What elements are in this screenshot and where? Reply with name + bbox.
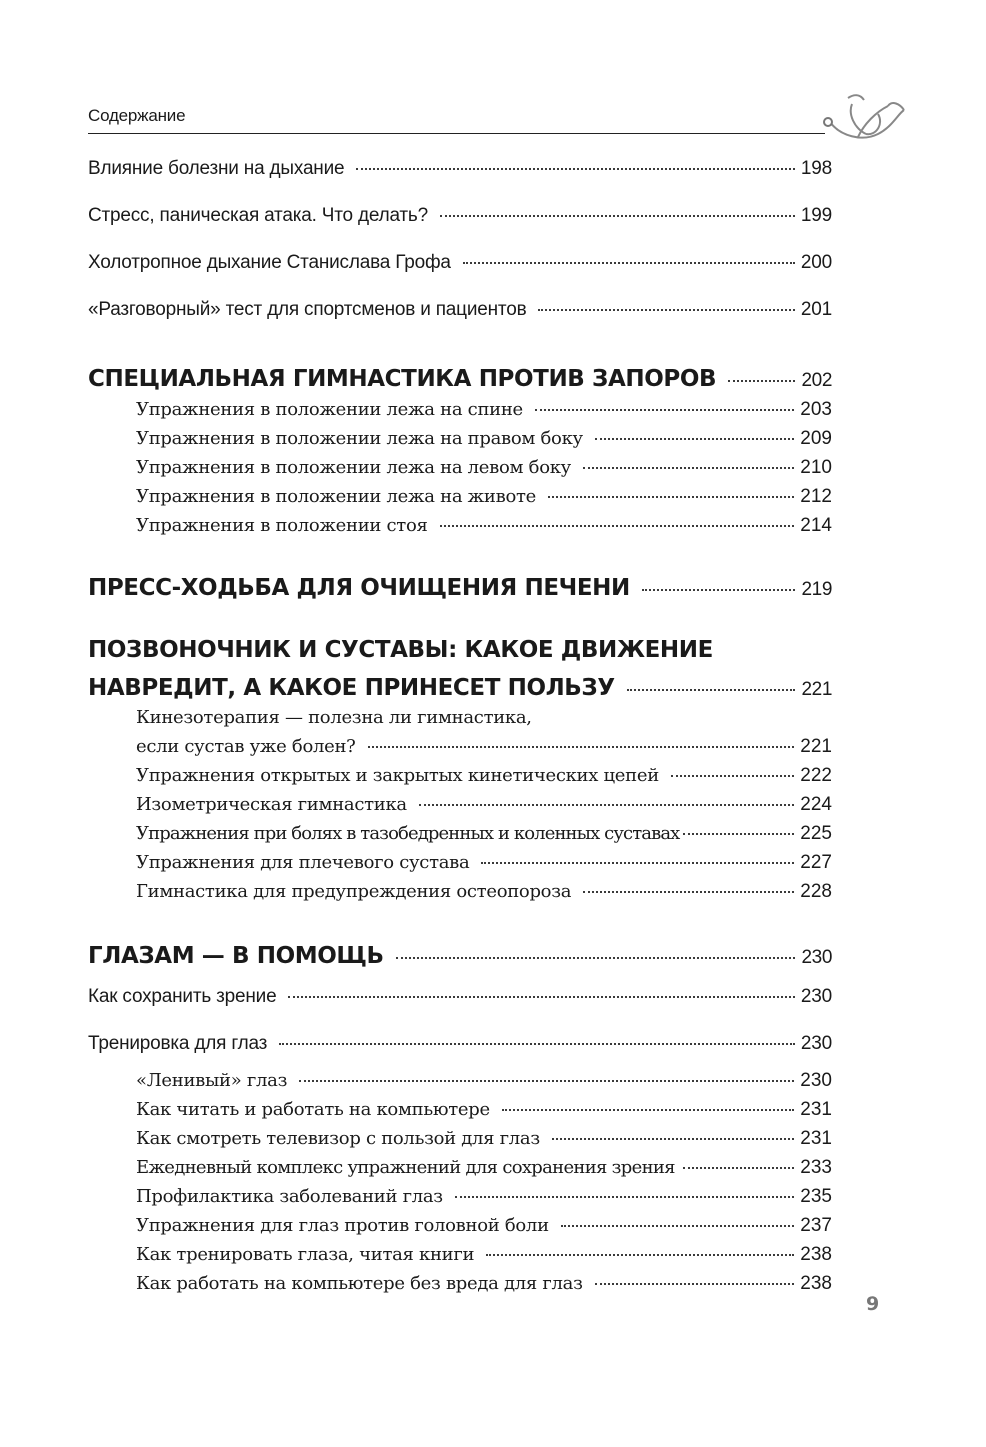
toc-subentry[interactable] bbox=[136, 428, 832, 450]
dot-leader bbox=[299, 1080, 794, 1082]
toc-entry-page: 210 bbox=[800, 457, 832, 478]
dot-leader bbox=[627, 689, 796, 691]
dot-leader bbox=[463, 262, 795, 264]
dot-leader bbox=[288, 996, 794, 998]
toc-subentry[interactable] bbox=[136, 1070, 832, 1092]
toc-entry-title: Упражнения для плечевого сустава bbox=[136, 852, 470, 873]
toc-entry[interactable] bbox=[88, 205, 832, 227]
toc-subentry[interactable] bbox=[136, 457, 832, 479]
toc-entry-page: 221 bbox=[801, 679, 832, 700]
toc-entry-title: Упражнения в положении лежа на правом боку bbox=[136, 428, 583, 449]
toc-section-title-line2: НАВРЕДИТ, А КАКОЕ ПРИНЕСЕТ ПОЛЬЗУ bbox=[88, 675, 615, 701]
dot-leader bbox=[683, 1167, 794, 1169]
toc-entry[interactable] bbox=[88, 158, 832, 180]
toc-entry-page: 230 bbox=[800, 1033, 832, 1054]
toc-entry-page: 235 bbox=[800, 1186, 832, 1207]
toc-entry-title: Гимнастика для предупреждения остеопороза bbox=[136, 881, 572, 902]
toc-entry-page: 214 bbox=[800, 515, 832, 536]
dot-leader bbox=[279, 1043, 795, 1045]
toc-entry-page: 238 bbox=[800, 1273, 832, 1294]
toc-entry-page: 233 bbox=[800, 1157, 832, 1178]
toc-subentry[interactable] bbox=[136, 1186, 832, 1208]
toc-subentry[interactable] bbox=[136, 1128, 832, 1150]
toc-entry-page: 231 bbox=[800, 1099, 832, 1120]
toc-entry-title: Стресс, паническая атака. Что делать? bbox=[88, 205, 428, 226]
toc-entry-page: 230 bbox=[801, 947, 832, 968]
toc-subentry[interactable] bbox=[136, 736, 832, 758]
dot-leader bbox=[502, 1109, 794, 1111]
toc-entry-title: Упражнения открытых и закрытых кинетических цепей bbox=[136, 765, 659, 786]
toc-subentry[interactable] bbox=[136, 1244, 832, 1266]
toc-entry-page: 230 bbox=[800, 986, 832, 1007]
toc-subentry[interactable] bbox=[136, 515, 832, 537]
toc-entry-page: 230 bbox=[800, 1070, 832, 1091]
toc-subentry[interactable] bbox=[136, 823, 832, 845]
toc-subentry[interactable] bbox=[136, 486, 832, 508]
dot-leader bbox=[683, 833, 794, 835]
toc-entry-title: Упражнения для глаз против головной боли bbox=[136, 1215, 549, 1236]
toc-entry-title: Как работать на компьютере без вреда для глаз bbox=[136, 1273, 583, 1294]
toc-section-title-line1: ПОЗВОНОЧНИК И СУСТАВЫ: КАКОЕ ДВИЖЕНИЕ bbox=[88, 637, 713, 663]
dot-leader bbox=[535, 409, 794, 411]
dot-leader bbox=[396, 957, 796, 959]
dot-leader bbox=[548, 496, 794, 498]
toc-entry-title: Как читать и работать на компьютере bbox=[136, 1099, 490, 1120]
dot-leader bbox=[440, 215, 795, 217]
dot-leader bbox=[642, 589, 796, 591]
toc-entry-page: 225 bbox=[800, 823, 832, 844]
toc-entry-page: 221 bbox=[800, 736, 832, 757]
toc-section-heading[interactable] bbox=[88, 943, 832, 969]
toc-entry-page: 224 bbox=[800, 794, 832, 815]
toc-section-title: СПЕЦИАЛЬНАЯ ГИМНАСТИКА ПРОТИВ ЗАПОРОВ bbox=[88, 366, 717, 392]
toc-section-heading[interactable] bbox=[88, 575, 832, 601]
dot-leader bbox=[419, 804, 794, 806]
toc-subentry[interactable] bbox=[136, 881, 832, 903]
toc-entry-title: Упражнения в положении стоя bbox=[136, 515, 428, 536]
toc-entry-title: Как тренировать глаза, читая книги bbox=[136, 1244, 475, 1265]
toc-entry-page: 231 bbox=[800, 1128, 832, 1149]
toc-section-title: ГЛАЗАМ — В ПОМОЩЬ bbox=[88, 943, 384, 969]
dot-leader bbox=[552, 1138, 794, 1140]
dot-leader bbox=[356, 168, 795, 170]
toc-entry-title-line1: Кинезотерапия — полезна ли гимнастика, bbox=[136, 707, 532, 728]
toc-entry-title: Упражнения в положении лежа на животе bbox=[136, 486, 537, 507]
toc-subentry[interactable] bbox=[136, 794, 832, 816]
toc-entry-page: 199 bbox=[800, 205, 832, 226]
dot-leader bbox=[440, 525, 795, 527]
toc-entry-page: 209 bbox=[800, 428, 832, 449]
toc-entry-page: 222 bbox=[800, 765, 832, 786]
toc-entry-page: 203 bbox=[800, 399, 832, 420]
toc-subentry[interactable] bbox=[136, 1215, 832, 1237]
toc-entry-title: Влияние болезни на дыхание bbox=[88, 158, 345, 179]
dot-leader bbox=[595, 1283, 795, 1285]
toc-entry-title: Холотропное дыхание Станислава Грофа bbox=[88, 252, 451, 273]
toc-entry-page: 201 bbox=[800, 299, 832, 320]
toc-subentry[interactable] bbox=[136, 1273, 832, 1295]
toc-entry-page: 228 bbox=[800, 881, 832, 902]
toc-entry-page: 198 bbox=[800, 158, 832, 179]
dot-leader bbox=[561, 1225, 795, 1227]
dot-leader bbox=[728, 380, 795, 382]
toc-entry-title: Как смотреть телевизор с пользой для глаз bbox=[136, 1128, 540, 1149]
toc-entry[interactable] bbox=[88, 299, 832, 321]
dot-leader bbox=[455, 1196, 794, 1198]
toc-subentry[interactable] bbox=[136, 765, 832, 787]
toc-entry-title: «Разговорный» тест для спортсменов и пациентов bbox=[88, 299, 527, 320]
stethoscope-icon bbox=[818, 84, 910, 148]
toc-entry-title: Как сохранить зрение bbox=[88, 986, 277, 1007]
toc-subentry[interactable] bbox=[136, 1099, 832, 1121]
header-divider bbox=[88, 133, 825, 134]
toc-entry-title: Упражнения в положении лежа на левом боку bbox=[136, 457, 571, 478]
page-number: 9 bbox=[866, 1293, 880, 1315]
toc-entry[interactable] bbox=[88, 986, 832, 1008]
toc-entry-page: 227 bbox=[800, 852, 832, 873]
dot-leader bbox=[595, 438, 794, 440]
toc-section-heading[interactable] bbox=[88, 366, 832, 392]
toc-entry-title: Профилактика заболеваний глаз bbox=[136, 1186, 443, 1207]
dot-leader bbox=[486, 1254, 794, 1256]
toc-entry-title: Упражнения при болях в тазобедренных и коленных суставах bbox=[136, 823, 680, 844]
toc-entry-title: Упражнения в положении лежа на спине bbox=[136, 399, 523, 420]
dot-leader bbox=[481, 862, 794, 864]
toc-entry-title-line2: если сустав уже болен? bbox=[136, 736, 356, 757]
toc-entry-page: 200 bbox=[800, 252, 832, 273]
toc-entry-page: 202 bbox=[801, 370, 832, 391]
toc-entry-title: Изометрическая гимнастика bbox=[136, 794, 407, 815]
toc-entry[interactable] bbox=[88, 1033, 832, 1055]
toc-entry-page: 238 bbox=[800, 1244, 832, 1265]
dot-leader bbox=[583, 891, 794, 893]
toc-entry-page: 237 bbox=[800, 1215, 832, 1236]
dot-leader bbox=[368, 746, 795, 748]
toc-entry-page: 219 bbox=[801, 579, 832, 600]
toc-entry-title: Ежедневный комплекс упражнений для сохранения зрения bbox=[136, 1157, 675, 1178]
dot-leader bbox=[583, 467, 794, 469]
dot-leader bbox=[538, 309, 794, 311]
toc-subentry[interactable] bbox=[136, 852, 832, 874]
toc-subentry[interactable] bbox=[136, 399, 832, 421]
toc-entry-title: Тренировка для глаз bbox=[88, 1033, 268, 1054]
toc-section-heading[interactable] bbox=[88, 675, 832, 701]
running-header: Содержание bbox=[88, 106, 186, 125]
toc-section-title: ПРЕСС-ХОДЬБА ДЛЯ ОЧИЩЕНИЯ ПЕЧЕНИ bbox=[88, 575, 630, 601]
toc-entry[interactable] bbox=[88, 252, 832, 274]
toc-entry-page: 212 bbox=[800, 486, 832, 507]
dot-leader bbox=[671, 775, 794, 777]
toc-subentry[interactable] bbox=[136, 1157, 832, 1179]
toc-entry-title: «Ленивый» глаз bbox=[136, 1070, 288, 1091]
